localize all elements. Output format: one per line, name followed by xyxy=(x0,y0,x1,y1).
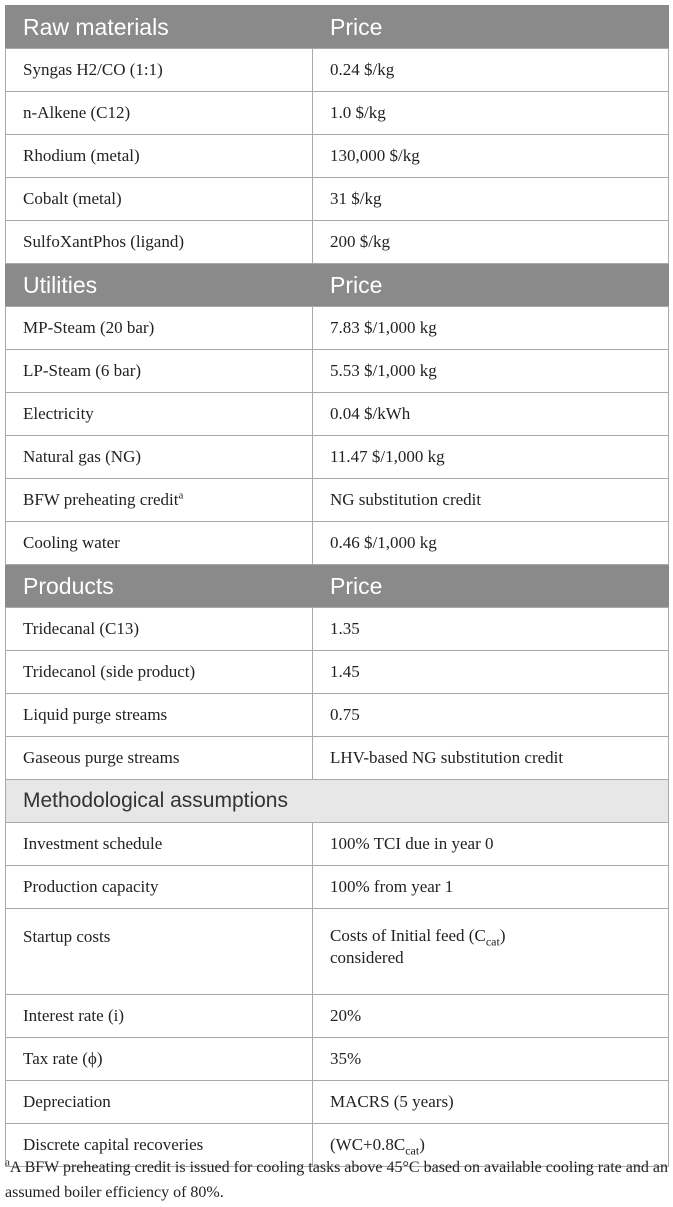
table-row xyxy=(6,995,669,1038)
table-row xyxy=(6,1038,669,1081)
table-row xyxy=(6,522,669,565)
table-row xyxy=(6,135,669,178)
table-row xyxy=(6,307,669,350)
row-label-with-footnote xyxy=(6,479,313,522)
row-price: 1.35 xyxy=(313,608,669,651)
table-row xyxy=(6,737,669,780)
row-label: Gaseous purge streams xyxy=(6,737,313,780)
value-continued: considered xyxy=(330,948,404,967)
value-close: ) xyxy=(499,926,506,945)
row-price: 1.45 xyxy=(313,651,669,694)
price-table xyxy=(5,5,669,1167)
value-close: ) xyxy=(419,1135,425,1154)
header-label: Products xyxy=(6,565,313,608)
table-row xyxy=(6,178,669,221)
row-value: 20% xyxy=(313,995,669,1038)
row-label: MP-Steam (20 bar) xyxy=(6,307,313,350)
row-price: 11.47 $/1,000 kg xyxy=(313,436,669,479)
footnote-text: A BFW preheating credit is issued for cooling tasks above 45°C based on available cooling rate and an assumed boiler efficiency of 80%. xyxy=(5,1159,668,1201)
row-label: LP-Steam (6 bar) xyxy=(6,350,313,393)
row-value xyxy=(313,909,669,995)
row-label: Tridecanal (C13) xyxy=(6,608,313,651)
row-value: MACRS (5 years) xyxy=(313,1081,669,1124)
table-row xyxy=(6,608,669,651)
table-row xyxy=(6,651,669,694)
row-label: Production capacity xyxy=(6,866,313,909)
row-price: LHV-based NG substitution credit xyxy=(313,737,669,780)
row-label: Electricity xyxy=(6,393,313,436)
row-price: 0.75 xyxy=(313,694,669,737)
row-label: Natural gas (NG) xyxy=(6,436,313,479)
row-label: Liquid purge streams xyxy=(6,694,313,737)
header-label: Utilities xyxy=(6,264,313,307)
row-price: 0.46 $/1,000 kg xyxy=(313,522,669,565)
row-label: Cobalt (metal) xyxy=(6,178,313,221)
row-label: BFW preheating credit xyxy=(23,490,179,509)
table-row xyxy=(6,909,669,995)
header-price: Price xyxy=(313,565,669,608)
row-label: SulfoXantPhos (ligand) xyxy=(6,221,313,264)
table-row xyxy=(6,479,669,522)
footnote-marker: a xyxy=(178,489,184,502)
table-row xyxy=(6,1081,669,1124)
table-row xyxy=(6,436,669,479)
header-price: Price xyxy=(313,6,669,49)
row-label: n-Alkene (C12) xyxy=(6,92,313,135)
footnote-marker: a xyxy=(5,1156,10,1169)
table-row xyxy=(6,393,669,436)
table-footnote xyxy=(5,1155,668,1205)
table-row xyxy=(6,350,669,393)
row-label: Interest rate (i) xyxy=(6,995,313,1038)
row-value: 35% xyxy=(313,1038,669,1081)
table-row xyxy=(6,49,669,92)
section-header-raw-materials xyxy=(6,6,669,49)
subscript-cat: cat xyxy=(485,934,500,949)
header-price: Price xyxy=(313,264,669,307)
row-value: 100% from year 1 xyxy=(313,866,669,909)
row-label: Rhodium (metal) xyxy=(6,135,313,178)
row-price: 5.53 $/1,000 kg xyxy=(313,350,669,393)
section-header-methodological-assumptions xyxy=(6,780,669,823)
value-text: (WC+0.8C xyxy=(330,1135,406,1154)
row-price: NG substitution credit xyxy=(313,479,669,522)
section-header-products xyxy=(6,565,669,608)
table-row xyxy=(6,92,669,135)
row-price: 1.0 $/kg xyxy=(313,92,669,135)
row-label: Tridecanol (side product) xyxy=(6,651,313,694)
header-label: Methodological assumptions xyxy=(6,780,669,823)
section-header-utilities xyxy=(6,264,669,307)
row-price: 0.04 $/kWh xyxy=(313,393,669,436)
row-label: Cooling water xyxy=(6,522,313,565)
row-price: 0.24 $/kg xyxy=(313,49,669,92)
value-text: Costs of Initial feed (C xyxy=(330,926,486,945)
row-price: 31 $/kg xyxy=(313,178,669,221)
table-row xyxy=(6,866,669,909)
table-row xyxy=(6,823,669,866)
table-row xyxy=(6,221,669,264)
row-label: Investment schedule xyxy=(6,823,313,866)
row-label: Startup costs xyxy=(6,909,313,995)
row-price: 7.83 $/1,000 kg xyxy=(313,307,669,350)
row-label: Depreciation xyxy=(6,1081,313,1124)
row-label: Tax rate (ϕ) xyxy=(6,1038,313,1081)
row-label: Syngas H2/CO (1:1) xyxy=(6,49,313,92)
subscript-cat: cat xyxy=(405,1143,420,1158)
row-value: 100% TCI due in year 0 xyxy=(313,823,669,866)
row-price: 200 $/kg xyxy=(313,221,669,264)
row-price: 130,000 $/kg xyxy=(313,135,669,178)
table-row xyxy=(6,694,669,737)
header-label: Raw materials xyxy=(6,6,313,49)
row-label: Discrete capital recoveries xyxy=(6,1124,313,1167)
